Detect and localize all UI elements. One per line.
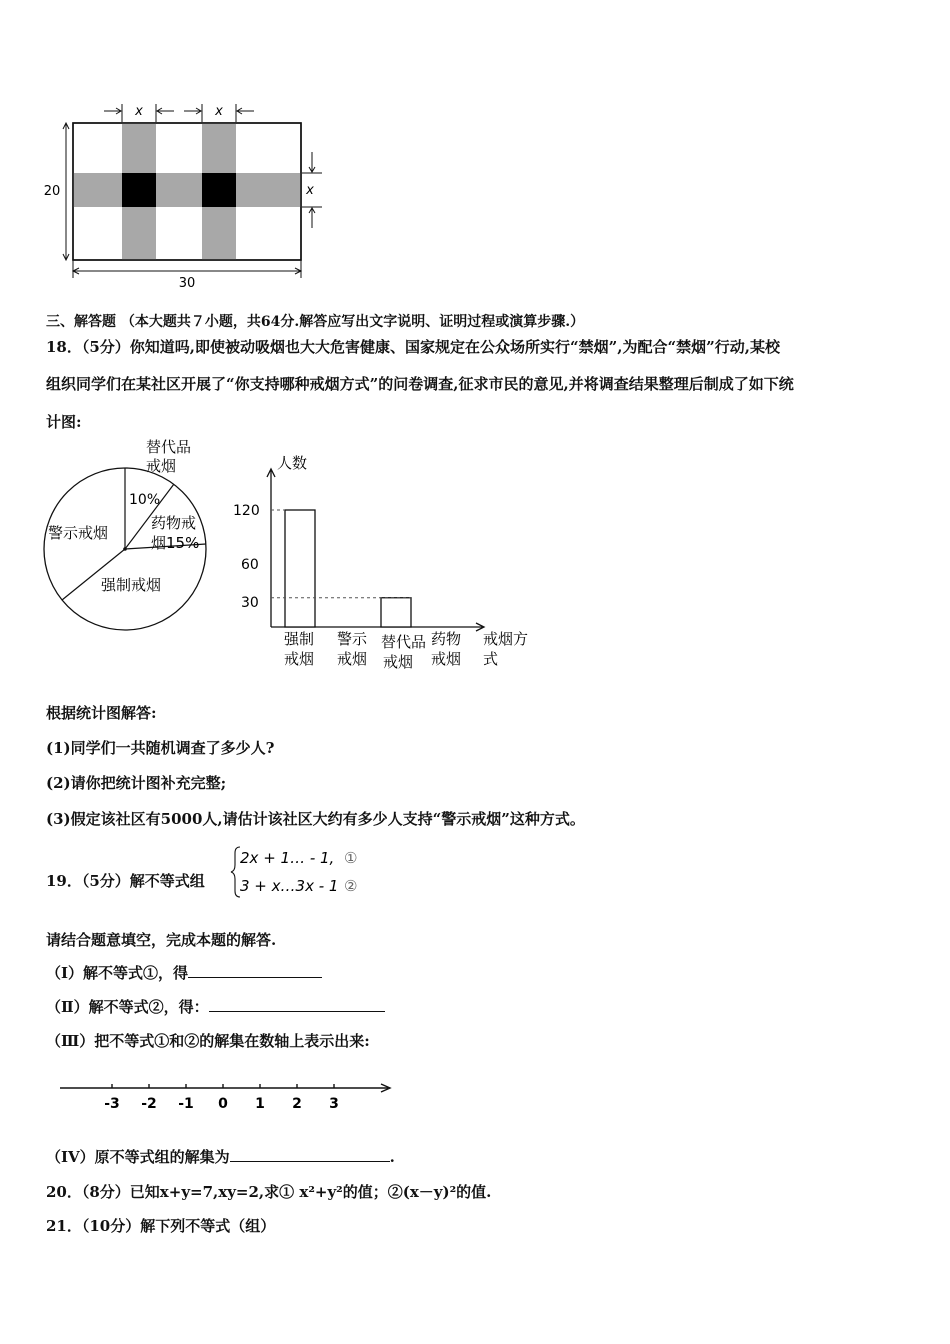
q19-part1: （I）解不等式①，得 xyxy=(46,964,189,982)
q19-part2-blank[interactable] xyxy=(209,997,385,1012)
rect-road-figure xyxy=(40,100,340,290)
q19-part4-row xyxy=(46,1146,395,1167)
inequality-1: 2x + 1… - 1, xyxy=(240,849,335,867)
number-line-label: -2 xyxy=(141,1096,157,1112)
number-line-label: -1 xyxy=(178,1096,194,1112)
category-drug-1: 药物 xyxy=(431,630,462,648)
number-line-label: 3 xyxy=(329,1096,339,1112)
q20-text: 20．（8分）已知x+y=7,xy=2,求① x²+y²的值；②(x－y)²的值. xyxy=(46,1183,492,1201)
number-line-label: 2 xyxy=(292,1096,302,1112)
category-substitute-1: 替代品 xyxy=(381,633,427,651)
q21-text: 21．（10分）解下列不等式（组） xyxy=(46,1217,276,1235)
bar-2 xyxy=(381,598,411,627)
pie-value-substitute: 10% xyxy=(129,492,161,508)
q18-line2: 组织同学们在某社区开展了“你支持哪种戒烟方式”的问卷调查,征求市民的意见,并将调查结果整理后制成了如下统 xyxy=(46,375,794,393)
horizontal-road xyxy=(73,173,301,207)
inequality-1-mark: ① xyxy=(344,849,358,867)
q19-part2-row xyxy=(46,996,385,1017)
q19-part3: （Ⅲ）把不等式①和②的解集在数轴上表示出来: xyxy=(46,1032,370,1050)
label-x-top-left: x xyxy=(135,104,143,119)
category-forced-1: 强制 xyxy=(284,630,315,648)
intersection-left xyxy=(122,173,156,207)
pie-label-substitute-1: 替代品 xyxy=(146,438,192,456)
q18-sub3: (3)假定该社区有5000人,请估计该社区大约有多少人支持“警示戒烟”这种方式。 xyxy=(46,810,585,828)
number-line-label: -3 xyxy=(104,1096,120,1112)
bar-0 xyxy=(285,510,315,627)
q19-stem: 19．（5分）解不等式组 xyxy=(46,872,205,890)
pie-label-substitute-2: 戒烟 xyxy=(146,457,177,475)
pie-label-drug-1: 药物戒 xyxy=(151,514,197,532)
q18-line1: 18．（5分）你知道吗,即使被动吸烟也大大危害健康、国家规定在公众场所实行“禁烟”,为配合“禁烟”行动,某校 xyxy=(46,338,780,356)
category-drug-2: 戒烟 xyxy=(431,650,462,668)
inequality-2-mark: ② xyxy=(344,877,358,895)
number-line-label: 0 xyxy=(218,1096,228,1112)
y-tick-60: 60 xyxy=(241,557,259,573)
inequality-system xyxy=(228,843,378,901)
q19-part1-blank[interactable] xyxy=(188,963,322,978)
category-substitute-2: 戒烟 xyxy=(383,653,414,671)
intersection-right xyxy=(202,173,236,207)
category-warning-2: 戒烟 xyxy=(337,650,368,668)
inequality-2: 3 + x…3x - 1 xyxy=(240,877,339,895)
y-axis-label: 人数 xyxy=(277,455,308,472)
label-width: 30 xyxy=(178,276,196,290)
number-line xyxy=(55,1078,400,1114)
left-brace xyxy=(231,847,240,897)
category-forced-2: 戒烟 xyxy=(284,650,315,668)
number-line-label: 1 xyxy=(255,1096,265,1112)
section-heading: 三、解答题 （本大题共７小题，共64分.解答应写出文字说明、证明过程或演算步骤.） xyxy=(46,314,585,330)
pie-label-drug-2: 烟15% xyxy=(151,534,200,552)
label-x-right: x xyxy=(306,183,314,198)
y-tick-30: 30 xyxy=(241,595,259,611)
q18-line3: 计图: xyxy=(46,413,82,431)
pie-label-forced: 强制戒烟 xyxy=(101,576,162,594)
q18-sub1: (1)同学们一共随机调查了多少人? xyxy=(46,739,275,757)
q19-part1-row xyxy=(46,962,322,983)
pie-chart xyxy=(38,432,218,642)
q19-part4: （IV）原不等式组的解集为 xyxy=(46,1148,230,1166)
q18-prompt: 根据统计图解答: xyxy=(46,704,157,722)
y-tick-120: 120 xyxy=(233,503,260,519)
q18-sub2: (2)请你把统计图补充完整; xyxy=(46,774,227,792)
q19-part4-end: . xyxy=(389,1148,395,1166)
height-dimension xyxy=(63,123,69,260)
x-axis-label-2: 式 xyxy=(483,650,499,668)
label-x-top-right: x xyxy=(215,104,223,119)
x-axis-label-1: 戒烟方 xyxy=(483,630,529,648)
q19-part2: （Ⅱ）解不等式②，得： xyxy=(46,998,209,1016)
pie-label-warning: 警示戒烟 xyxy=(48,524,109,542)
q19-instruction: 请结合题意填空，完成本题的解答. xyxy=(46,931,277,949)
bar-chart xyxy=(225,455,535,680)
label-height: 20 xyxy=(43,184,61,199)
q19-part4-blank[interactable] xyxy=(230,1147,390,1162)
category-warning-1: 警示 xyxy=(337,630,368,648)
